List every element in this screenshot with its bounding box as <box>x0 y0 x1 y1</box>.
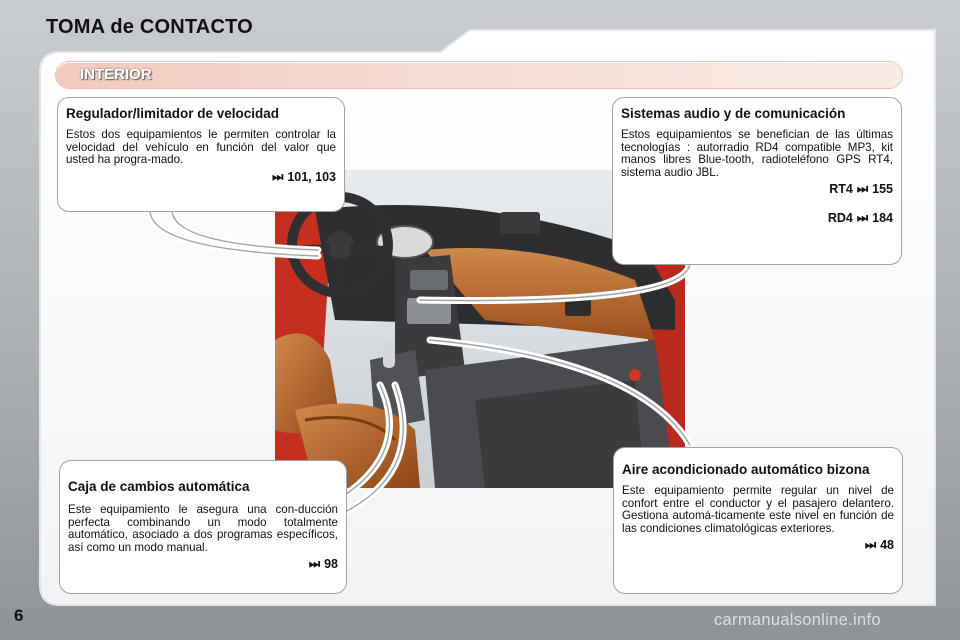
page-ref-icon: ⏭ <box>864 538 877 553</box>
speed-regulator-title: Regulador/limitador de velocidad <box>66 106 280 121</box>
page-number: 6 <box>14 606 24 625</box>
page-ref-icon: ⏭ <box>856 182 869 197</box>
speed-regulator-box <box>57 97 345 212</box>
page-title: TOMA de CONTACTO <box>46 16 253 38</box>
audio-systems-text: Estos equipamientos se benefician de las últimas tecnologías : autorradio RD4 compatible MP3, kit manos libres Blue-tooth, radioteléfono GPS RT4, sistema audio JBL. <box>621 128 893 179</box>
gearbox-ref[interactable] <box>68 557 338 572</box>
section-title: INTERIOR <box>80 66 152 83</box>
gearbox-text: Este equipamiento le asegura una con-ducción perfecta combinando un modo totalmente automático, asociado a dos programas específicos, así como un modo manual. <box>68 503 338 554</box>
audio-rd4-ref[interactable] <box>621 211 893 226</box>
rt4-label: RT4 <box>829 182 853 197</box>
speed-regulator-ref[interactable] <box>66 170 336 185</box>
climate-ref[interactable] <box>622 538 894 553</box>
watermark: carmanualsonline.info <box>714 611 881 629</box>
climate-title: Aire acondicionado automático bizona <box>622 462 870 477</box>
gearbox-page: 98 <box>324 557 338 572</box>
page-ref-icon: ⏭ <box>856 211 869 226</box>
page-ref-icon: ⏭ <box>272 169 284 184</box>
speed-regulator-text: Estos dos equipamientos le permiten controlar la velocidad del vehículo en función del valor que usted ha progra-mado. <box>66 128 336 167</box>
gearbox-title: Caja de cambios automática <box>68 479 250 494</box>
audio-systems-title: Sistemas audio y de comunicación <box>621 106 846 121</box>
page-ref-icon: ⏭ <box>308 557 321 572</box>
rd4-label: RD4 <box>827 211 853 226</box>
climate-text: Este equipamiento permite regular un nivel de confort entre el conductor y el pasajero delantero. Gestiona automá-ticamente este nivel en función de las condiciones climatológicas exteriores. <box>622 484 894 535</box>
rt4-page: 155 <box>872 182 893 197</box>
audio-systems-box <box>612 97 902 265</box>
climate-page: 48 <box>880 538 894 553</box>
audio-rt4-ref[interactable] <box>621 182 893 197</box>
climate-box <box>613 447 903 594</box>
gearbox-box <box>59 460 347 594</box>
speed-regulator-pages: 101, 103 <box>287 169 336 184</box>
rd4-page: 184 <box>872 211 893 226</box>
